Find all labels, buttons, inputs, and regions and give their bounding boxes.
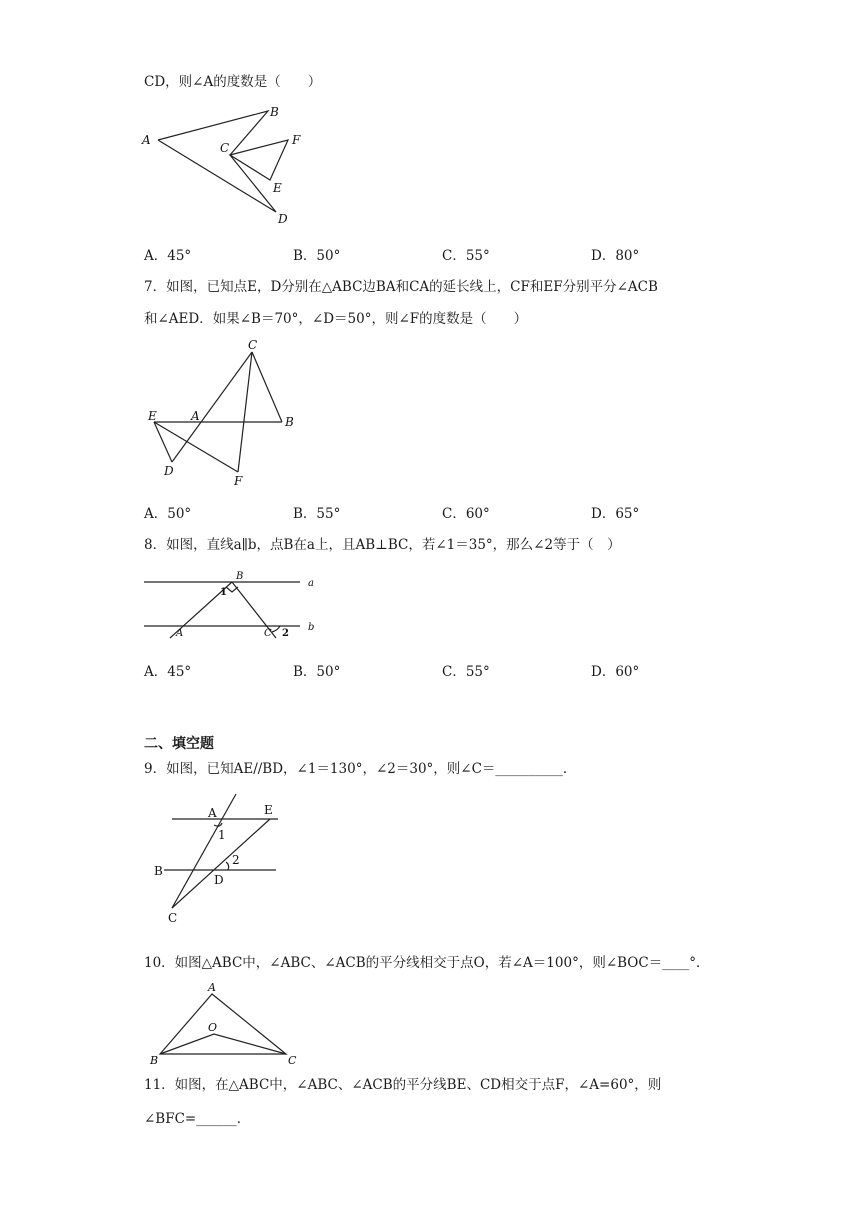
q6-choice-b[interactable]: B．50° xyxy=(293,248,341,264)
q8-label-1: 1 xyxy=(220,587,227,598)
q6-label-f: F xyxy=(292,133,301,147)
q10-bisectors-bo-co xyxy=(160,1034,286,1054)
q9-line-ac xyxy=(172,794,236,908)
q7-label-c: C xyxy=(248,338,258,352)
q7-label-f: F xyxy=(234,474,243,488)
q6-triangle-cef xyxy=(230,140,288,180)
q10-label-a: A xyxy=(208,981,216,994)
q10-triangle-abc xyxy=(160,994,286,1054)
q7-line-cb xyxy=(252,352,282,422)
q9-angle2-arc xyxy=(226,862,229,870)
q9-label-a: A xyxy=(208,806,217,820)
q6-quadrilateral xyxy=(158,111,276,212)
q8-choice-b[interactable]: B．50° xyxy=(293,664,341,680)
q6-label-a: A xyxy=(142,133,151,147)
q6-label-c: C xyxy=(220,141,230,155)
q8-angle2-arc xyxy=(272,626,280,632)
q11-line2: ∠BFC=______． xyxy=(144,1111,251,1127)
q6-choice-c[interactable]: C．55° xyxy=(442,248,490,264)
q6-choices xyxy=(144,244,744,262)
q10-label-c: C xyxy=(288,1054,297,1067)
q8-label-c: C xyxy=(264,628,272,639)
q10-figure xyxy=(146,980,306,1065)
q9-label-b: B xyxy=(154,864,163,878)
q6-stem: CD，则∠A的度数是（ ） xyxy=(144,74,322,90)
q7-line-cf xyxy=(238,352,252,472)
q6-label-e: E xyxy=(273,181,282,195)
q7-choice-c[interactable]: C．60° xyxy=(442,506,490,522)
q9-label-2: 2 xyxy=(232,853,240,867)
q8-label-a: A xyxy=(176,628,184,639)
q9-line1: 9．如图，已知AE//BD，∠1＝130°，∠2＝30°，则∠C＝__________． xyxy=(144,761,577,777)
q11-line1: 11．如图，在△ABC中，∠ABC、∠ACB的平分线BE、CD相交于点F，∠A=60°，则 xyxy=(144,1077,662,1093)
q10-label-b: B xyxy=(150,1054,159,1067)
section-fill-in-title: 二、填空题 xyxy=(144,736,214,752)
q8-choice-d[interactable]: D．60° xyxy=(591,664,640,680)
q9-label-1: 1 xyxy=(218,828,226,842)
q8-choices xyxy=(144,660,744,678)
q7-choice-d[interactable]: D．65° xyxy=(591,506,640,522)
q8-choice-a[interactable]: A．45° xyxy=(144,664,192,680)
q8-choice-c[interactable]: C．55° xyxy=(442,664,490,680)
q6-choice-d[interactable]: D．80° xyxy=(591,248,640,264)
q9-label-e: E xyxy=(264,803,273,817)
q8-figure xyxy=(144,568,334,643)
q8-label-b: B xyxy=(236,571,244,582)
q9-angle1-arc xyxy=(214,823,222,826)
q7-choice-a[interactable]: A．50° xyxy=(144,506,192,522)
q8-label-line-a: a xyxy=(308,578,314,589)
q7-line-cd xyxy=(172,352,252,462)
q6-choice-a[interactable]: A．45° xyxy=(144,248,192,264)
q6-label-b: B xyxy=(270,105,279,119)
q8-right-angle-mark xyxy=(226,587,238,592)
q8-line1: 8．如图，直线a∥b，点B在a上，且AB⊥BC，若∠1＝35°，那么∠2等于（ ） xyxy=(144,537,621,553)
q10-line1: 10．如图△ABC中，∠ABC、∠ACB的平分线相交于点O，若∠A＝100°，则∠BOC＝____°． xyxy=(144,955,710,971)
q8-label-line-b: b xyxy=(308,622,315,633)
q6-figure xyxy=(140,100,320,230)
q6-label-d: D xyxy=(278,212,288,226)
q7-label-a: A xyxy=(191,409,200,423)
q10-label-o: O xyxy=(208,1021,218,1034)
q7-line1: 7．如图，已知点E，D分别在△ABC边BA和CA的延长线上，CF和EF分别平分∠ACB xyxy=(144,279,658,295)
q8-label-2: 2 xyxy=(282,628,289,639)
q7-label-e: E xyxy=(148,409,157,423)
q9-label-c: C xyxy=(168,911,178,925)
q7-label-b: B xyxy=(285,415,294,429)
q7-choices xyxy=(144,502,744,520)
q9-figure xyxy=(152,790,292,925)
q7-label-d: D xyxy=(164,464,174,478)
q7-figure xyxy=(144,338,304,488)
q7-line2: 和∠AED．如果∠B＝70°，∠D＝50°，则∠F的度数是（ ） xyxy=(144,311,528,327)
q7-choice-b[interactable]: B．55° xyxy=(293,506,341,522)
q9-label-d: D xyxy=(214,873,224,887)
